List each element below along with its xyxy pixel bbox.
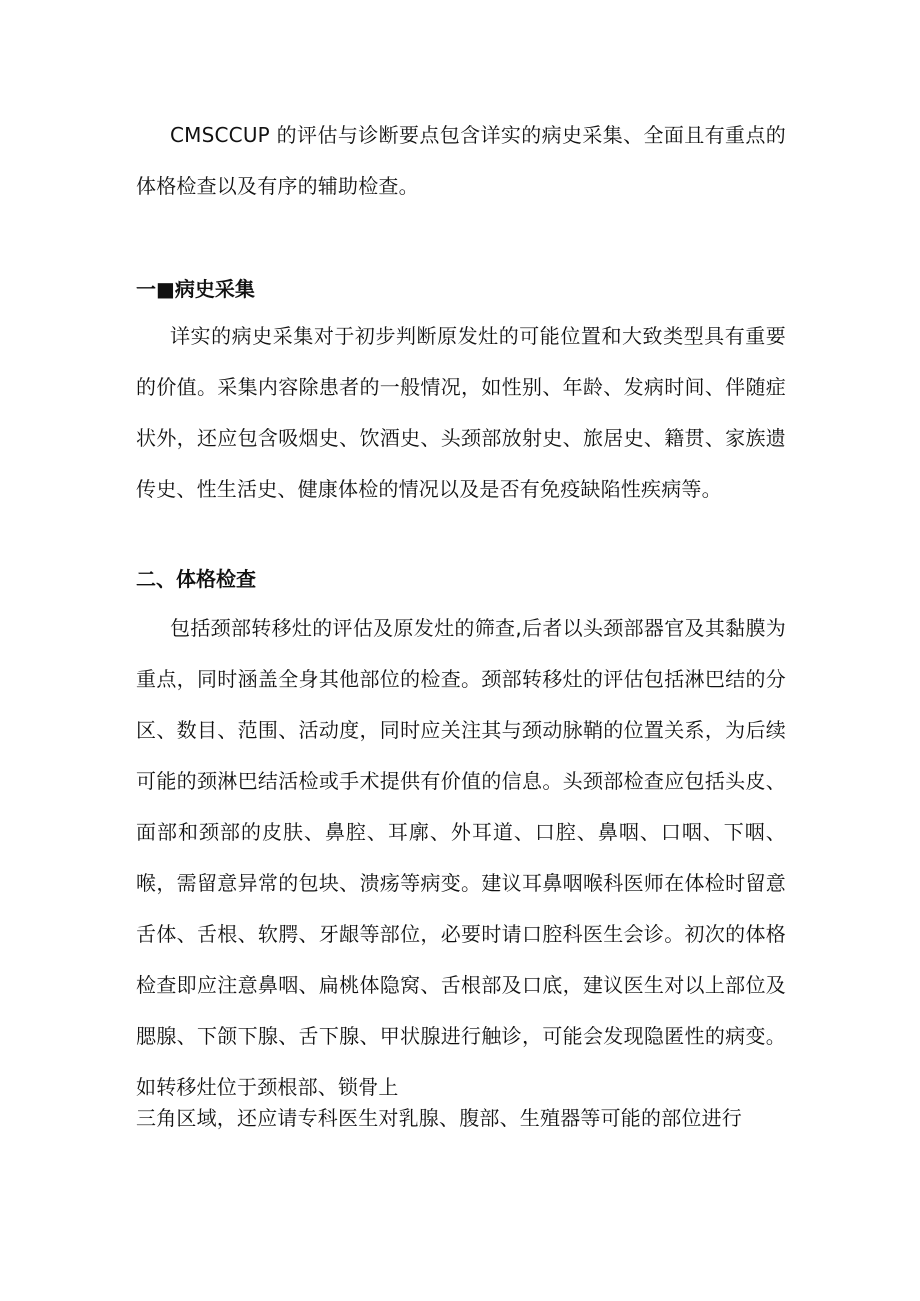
section-heading-history: 一■病史采集 [136,277,255,301]
history-paragraph: 详实的病史采集对于初步判断原发灶的可能位置和大致类型具有重要的价值。采集内容除患者的一般情况，如性别、年龄、发病时间、伴随症状外，还应包含吸烟史、饮酒史、头颈部放射史、旅居史、籍贯、家族遗传史、性生活史、健康体检的情况以及是否有免疫缺陷性疾病等。 [136,324,786,501]
section-heading-physical-exam: 二、体格检查 [136,567,256,591]
physical-exam-paragraph: 包括颈部转移灶的评估及原发灶的筛查,后者以头颈部器官及其黏膜为重点，同时涵盖全身其他部位的检查。颈部转移灶的评估包括淋巴结的分区、数目、范围、活动度，同时应关注其与颈动脉鞘的位置关系，为后续可能的颈淋巴结活检或手术提供有价值的信息。头颈部检查应包括头皮、面部和颈部的皮肤、鼻腔、耳廓、外耳道、口腔、鼻咽、口咽、下咽、喉，需留意异常的包块、溃疡等病变。建议耳鼻咽喉科医师在体检时留意舌体、舌根、软腭、牙龈等部位，必要时请口腔科医生会诊。初次的体格检查即应注意鼻咽、扁桃体隐窝、舌根部及口底，建议医生对以上部位及腮腺、下颌下腺、舌下腺、甲状腺进行触诊，可能会发现隐匿性的病变。如转移灶位于颈根部、锁骨上 [136,616,786,1099]
intro-paragraph: CMSCCUP 的评估与诊断要点包含详实的病史采集、全面且有重点的体格检查以及有序的辅助检查。 [136,123,786,198]
physical-exam-continuation: 三角区域，还应请专科医生对乳腺、腹部、生殖器等可能的部位进行 [136,1106,742,1130]
